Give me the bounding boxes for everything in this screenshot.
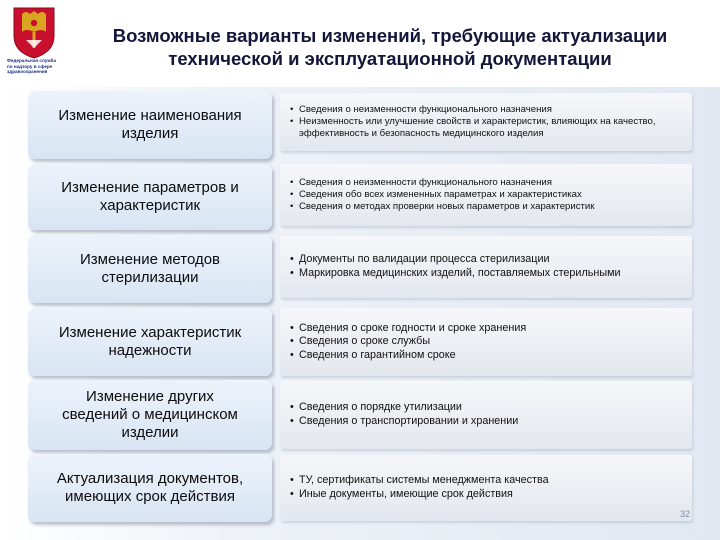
required-document-item: • Сведения о сроке годности и сроке хранения: [290, 322, 526, 336]
change-type-line: характеристик: [99, 197, 201, 214]
slide-title-line: Возможные варианты изменений, требующие актуализации: [112, 25, 668, 46]
required-documents-box: [280, 164, 692, 226]
required-documents-list: [290, 177, 594, 212]
required-document-item: • Маркировка медицинских изделий, поставляемых стерильными: [290, 267, 621, 281]
required-documents-box: [280, 236, 692, 298]
required-document-item: • Сведения о методах проверки новых параметров и характеристик: [290, 201, 594, 213]
coat-of-arms-emblem-icon: [4, 2, 64, 88]
agency-name-line: здравоохранения: [7, 69, 48, 75]
change-type-label: [28, 164, 272, 230]
required-document-item: • Сведения о неизменности функционального назначения: [290, 177, 594, 189]
required-document-item: • ТУ, сертификаты системы менеджмента качества: [290, 474, 549, 488]
slide-header: [0, 0, 720, 86]
required-document-item: • Сведения обо всех измененных параметрах и характеристиках: [290, 189, 594, 201]
required-documents-list: [290, 253, 621, 280]
change-type-line: имеющих срок действия: [65, 488, 235, 505]
change-type-line: изделии: [121, 424, 179, 441]
required-documents-box: [280, 455, 692, 521]
change-type-line: стерилизации: [101, 269, 199, 286]
slide-title-line: технической и эксплуатационной документации: [168, 48, 612, 69]
required-document-item: • Документы по валидации процесса стерилизации: [290, 253, 621, 267]
change-type-line: Актуализация документов,: [56, 470, 244, 487]
required-document-item: • Сведения о сроке службы: [290, 335, 526, 349]
change-type-line: Изменение характеристик: [58, 324, 242, 341]
change-type-line: Изменение наименования: [58, 107, 242, 124]
change-type-label: [28, 235, 272, 303]
required-document-item: • Сведения о неизменности функционального назначения: [290, 104, 682, 116]
change-type-line: Изменение параметров и: [61, 179, 239, 196]
change-type-line: Изменение методов: [79, 251, 221, 268]
required-document-item: • Иные документы, имеющие срок действия: [290, 488, 549, 502]
required-documents-list: [290, 104, 682, 139]
agency-name-line: Федеральная служба: [7, 58, 57, 63]
slide-title: [70, 24, 710, 70]
required-documents-box: [280, 93, 692, 151]
change-type-label: [28, 308, 272, 376]
agency-name-line: по надзору в сфере: [7, 63, 53, 69]
change-type-line: Изменение других: [86, 388, 214, 405]
required-document-item: • Сведения о порядке утилизации: [290, 401, 518, 415]
required-document-item: • Сведения о гарантийном сроке: [290, 349, 526, 363]
change-type-line: надежности: [108, 342, 192, 359]
required-document-item: • Неизменность или улучшение свойств и характеристик, влияющих на качество, эффективность и безопасность медицинского изделия: [290, 116, 682, 140]
required-documents-list: [290, 401, 518, 428]
required-documents-list: [290, 474, 549, 501]
required-documents-box: [280, 381, 692, 449]
change-type-line: сведений о медицинском: [62, 406, 238, 423]
change-type-line: изделия: [121, 125, 179, 142]
change-type-label: [28, 454, 272, 522]
required-documents-box: [280, 308, 692, 376]
required-documents-list: [290, 322, 526, 363]
change-type-label: [28, 91, 272, 159]
change-type-label: [28, 380, 272, 450]
page-number: 32: [679, 509, 690, 519]
required-document-item: • Сведения о транспортировании и хранении: [290, 415, 518, 429]
agency-name: [7, 58, 63, 75]
